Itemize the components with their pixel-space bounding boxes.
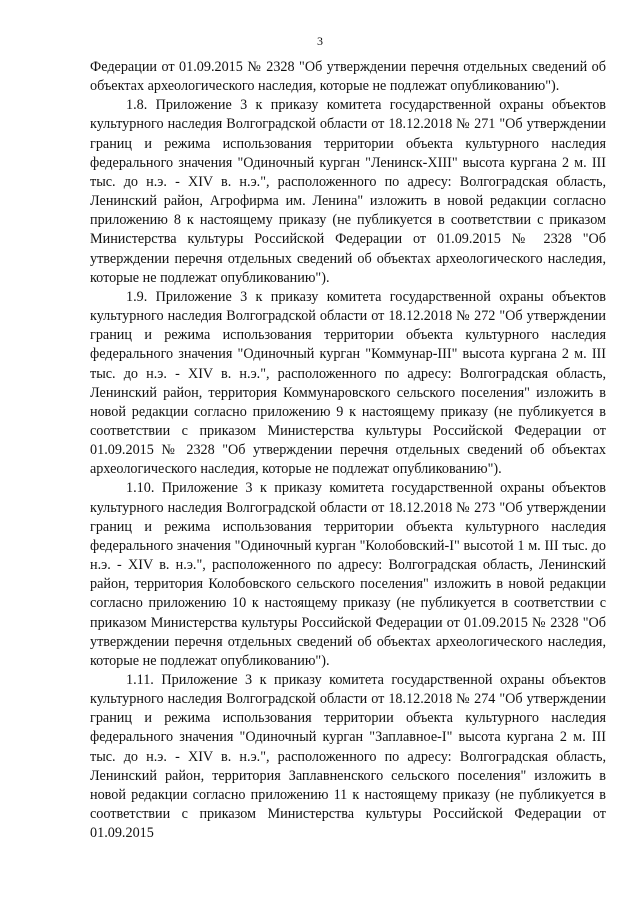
page-number: 3 xyxy=(317,34,323,48)
paragraph-item-1-11: 1.11. Приложение 3 к приказу комитета государственной охраны объектов культурного наследия Волгоградской области от 18.12.2018 № 274 "Об утверждении границ и режима использования территории объекта культурного наследия федерального значения "Одиночный курган "Заплавное-I" высота кургана 2 м. III тыс. до н.э. - XIV в. н.э.", расположенного по адресу: Волгоградская область, Ленинский район, территория Заплавненского сельского поселения" изложить в новой редакции согласно приложению 11 к настоящему приказу (не публикуется в соответствии с приказом Министерства культуры Российской Федерации от 01.09.2015 xyxy=(90,672,606,842)
paragraph-continuation: Федерации от 01.09.2015 № 2328 "Об утверждении перечня отдельных сведений об объектах археологического наследия, которые не подлежат опубликованию"). xyxy=(90,59,606,95)
paragraph-item-1-10: 1.10. Приложение 3 к приказу комитета государственной охраны объектов культурного наследия Волгоградской области от 18.12.2018 № 273 "Об утверждении границ и режима использования территории объекта культурного наследия федерального значения "Одиночный курган "Колобовский-I" высотой 1 м. III тыс. до н.э. - XIV в. н.э.", расположенного по адресу: Волгоградская область, Ленинский район, территория Колобовского сельского поселения" изложить в новой редакции согласно приложению 10 к настоящему приказу (не публикуется в соответствии с приказом Министерства культуры Российской Федерации от 01.09.2015 № 2328 "Об утверждении перечня отдельных сведений об объектах археологического наследия, которые не подлежат опубликованию"). xyxy=(90,480,606,669)
paragraph-item-1-8: 1.8. Приложение 3 к приказу комитета государственной охраны объектов культурного наследия Волгоградской области от 18.12.2018 № 271 "Об утверждении границ и режима использования территории объекта культурного наследия федерального значения "Одиночный курган "Ленинск-XIII" высота кургана 2 м. III тыс. до н.э. - XIV в. н.э.", расположенного по адресу: Волгоградская область, Ленинский район, Агрофирма им. Ленина" изложить в новой редакции согласно приложению 8 к настоящему приказу (не публикуется в соответствии с приказом Министерства культуры Российской Федерации от 01.09.2015 № 2328 "Об утверждении перечня отдельных сведений об объектах археологического наследия, которые не подлежат опубликованию"). xyxy=(90,97,606,286)
document-body xyxy=(90,58,606,843)
paragraph-item-1-9: 1.9. Приложение 3 к приказу комитета государственной охраны объектов культурного наследия Волгоградской области от 18.12.2018 № 272 "Об утверждении границ и режима использования территории объекта культурного наследия федерального значения "Одиночный курган "Коммунар-III" высота кургана 2 м. III тыс. до н.э. - XIV в. н.э.", расположенного по адресу: Волгоградская область, Ленинский район, территория Коммунаровского сельского поселения" изложить в новой редакции согласно приложению 9 к настоящему приказу (не публикуется в соответствии с приказом Министерства культуры Российской Федерации от 01.09.2015 № 2328 "Об утверждении перечня отдельных сведений об объектах археологического наследия, которые не подлежат опубликованию"). xyxy=(90,288,606,478)
